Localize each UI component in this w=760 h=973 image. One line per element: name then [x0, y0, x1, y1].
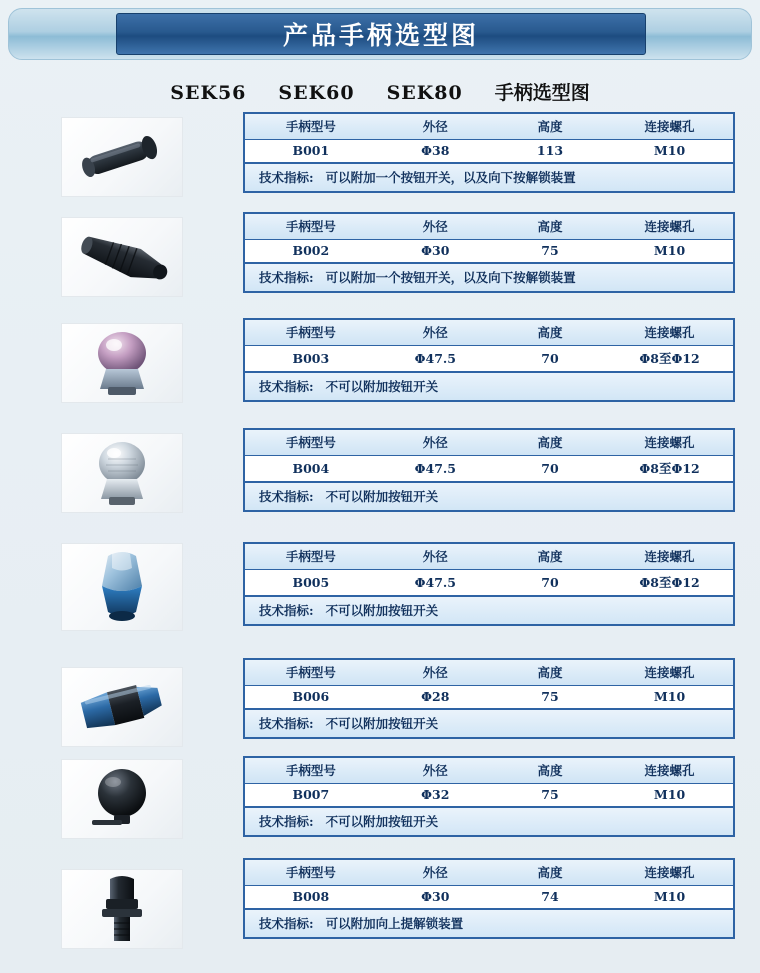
- col-header-height: 高度: [494, 214, 606, 240]
- table-row: [245, 456, 733, 483]
- notes-text: 不可以附加按钮开关: [325, 814, 439, 829]
- cell-thread: M10: [606, 240, 733, 264]
- cell-model: B005: [245, 570, 377, 597]
- cell-height: 70: [494, 456, 606, 483]
- col-header-od: 外径: [377, 320, 494, 346]
- notes-label: 技术指标:: [259, 270, 314, 285]
- col-header-od: 外径: [377, 758, 494, 784]
- col-header-thread: 连接螺孔: [606, 114, 733, 140]
- handle-b005-photo: [62, 544, 182, 630]
- col-header-model: 手柄型号: [245, 114, 377, 140]
- notes-text: 不可以附加按钮开关: [325, 603, 439, 618]
- spec-table: [243, 542, 735, 626]
- table-header-row: [245, 114, 733, 140]
- cell-height: 113: [494, 140, 606, 164]
- banner-plate: [116, 13, 646, 55]
- cell-model: B003: [245, 346, 377, 373]
- cell-od: Φ47.5: [377, 346, 494, 373]
- col-header-thread: 连接螺孔: [606, 860, 733, 886]
- spec-row: [0, 756, 760, 856]
- spec-table: [243, 658, 735, 739]
- notes-row: [245, 373, 733, 400]
- col-header-height: 高度: [494, 114, 606, 140]
- spec-table: [243, 858, 735, 939]
- cell-height: 75: [494, 686, 606, 710]
- notes-text: 可以附加一个按钮开关，以及向下按解锁装置: [325, 270, 576, 285]
- notes-row: [245, 808, 733, 835]
- notes-text: 不可以附加按钮开关: [325, 379, 439, 394]
- subtitle-suffix: 手柄选型图: [494, 82, 590, 104]
- notes-text: 可以附加一个按钮开关，以及向下按解锁装置: [325, 170, 576, 185]
- notes-row: [245, 483, 733, 510]
- spec-row: [0, 314, 760, 422]
- spec-table: [243, 112, 735, 193]
- cell-height: 75: [494, 240, 606, 264]
- col-header-od: 外径: [377, 114, 494, 140]
- notes-row: [245, 910, 733, 937]
- table-row: [245, 570, 733, 597]
- col-header-od: 外径: [377, 860, 494, 886]
- table-header-row: [245, 544, 733, 570]
- col-header-height: 高度: [494, 660, 606, 686]
- col-header-height: 高度: [494, 544, 606, 570]
- header-banner: [8, 8, 752, 60]
- col-header-model: 手柄型号: [245, 430, 377, 456]
- notes-text: 可以附加向上提解锁装置: [325, 916, 464, 931]
- spec-rows: [0, 112, 760, 960]
- notes-row: [245, 597, 733, 624]
- col-header-od: 外径: [377, 544, 494, 570]
- cell-od: Φ28: [377, 686, 494, 710]
- cell-height: 75: [494, 784, 606, 808]
- cell-model: B004: [245, 456, 377, 483]
- cell-thread: M10: [606, 140, 733, 164]
- notes-row: [245, 710, 733, 737]
- notes-text: 不可以附加按钮开关: [325, 716, 439, 731]
- notes-row: [245, 264, 733, 291]
- table-header-row: [245, 214, 733, 240]
- col-header-thread: 连接螺孔: [606, 758, 733, 784]
- spec-table: [243, 756, 735, 837]
- spec-row: [0, 212, 760, 312]
- spec-row: [0, 424, 760, 532]
- notes-label: 技术指标:: [259, 379, 314, 394]
- notes-label: 技术指标:: [259, 716, 314, 731]
- notes-label: 技术指标:: [259, 170, 314, 185]
- cell-model: B001: [245, 140, 377, 164]
- table-header-row: [245, 860, 733, 886]
- notes-row: [245, 164, 733, 191]
- handle-b006-photo: [62, 668, 182, 746]
- cell-height: 74: [494, 886, 606, 910]
- col-header-model: 手柄型号: [245, 758, 377, 784]
- cell-thread: Φ8至Φ12: [606, 456, 733, 483]
- cell-thread: Φ8至Φ12: [606, 570, 733, 597]
- col-header-thread: 连接螺孔: [606, 214, 733, 240]
- col-header-height: 高度: [494, 860, 606, 886]
- col-header-thread: 连接螺孔: [606, 320, 733, 346]
- table-header-row: [245, 320, 733, 346]
- cell-od: Φ32: [377, 784, 494, 808]
- col-header-model: 手柄型号: [245, 860, 377, 886]
- cell-thread: M10: [606, 784, 733, 808]
- cell-od: Φ38: [377, 140, 494, 164]
- handle-b001-photo: [62, 118, 182, 196]
- spec-row: [0, 534, 760, 652]
- subtitle: [0, 78, 760, 105]
- spec-row: [0, 858, 760, 958]
- cell-od: Φ47.5: [377, 570, 494, 597]
- notes-text: 不可以附加按钮开关: [325, 489, 439, 504]
- notes-label: 技术指标:: [259, 489, 314, 504]
- col-header-model: 手柄型号: [245, 544, 377, 570]
- spec-table: [243, 318, 735, 402]
- col-header-od: 外径: [377, 214, 494, 240]
- table-row: [245, 784, 733, 808]
- model-code-1: SEK56: [170, 82, 247, 104]
- table-header-row: [245, 758, 733, 784]
- table-row: [245, 686, 733, 710]
- table-header-row: [245, 660, 733, 686]
- spec-row: [0, 112, 760, 210]
- page-title: 产品手柄选型图: [282, 21, 479, 50]
- spec-table: [243, 212, 735, 293]
- col-header-model: 手柄型号: [245, 660, 377, 686]
- col-header-thread: 连接螺孔: [606, 660, 733, 686]
- cell-model: B008: [245, 886, 377, 910]
- cell-thread: M10: [606, 886, 733, 910]
- notes-label: 技术指标:: [259, 916, 314, 931]
- cell-thread: M10: [606, 686, 733, 710]
- model-code-2: SEK60: [278, 82, 355, 104]
- cell-height: 70: [494, 570, 606, 597]
- spec-table: [243, 428, 735, 512]
- cell-height: 70: [494, 346, 606, 373]
- cell-od: Φ30: [377, 240, 494, 264]
- table-row: [245, 140, 733, 164]
- notes-label: 技术指标:: [259, 814, 314, 829]
- table-row: [245, 240, 733, 264]
- spec-row: [0, 654, 760, 754]
- handle-b002-photo: [62, 218, 182, 296]
- col-header-height: 高度: [494, 758, 606, 784]
- col-header-thread: 连接螺孔: [606, 430, 733, 456]
- col-header-thread: 连接螺孔: [606, 544, 733, 570]
- col-header-height: 高度: [494, 320, 606, 346]
- handle-b008-photo: [62, 870, 182, 948]
- col-header-od: 外径: [377, 660, 494, 686]
- cell-model: B007: [245, 784, 377, 808]
- cell-model: B006: [245, 686, 377, 710]
- notes-label: 技术指标:: [259, 603, 314, 618]
- cell-od: Φ47.5: [377, 456, 494, 483]
- table-row: [245, 886, 733, 910]
- col-header-od: 外径: [377, 430, 494, 456]
- model-code-3: SEK80: [386, 82, 463, 104]
- table-row: [245, 346, 733, 373]
- cell-model: B002: [245, 240, 377, 264]
- cell-thread: Φ8至Φ12: [606, 346, 733, 373]
- table-header-row: [245, 430, 733, 456]
- col-header-height: 高度: [494, 430, 606, 456]
- handle-b004-photo: [62, 434, 182, 512]
- cell-od: Φ30: [377, 886, 494, 910]
- handle-b007-photo: [62, 760, 182, 838]
- col-header-model: 手柄型号: [245, 320, 377, 346]
- col-header-model: 手柄型号: [245, 214, 377, 240]
- handle-b003-photo: [62, 324, 182, 402]
